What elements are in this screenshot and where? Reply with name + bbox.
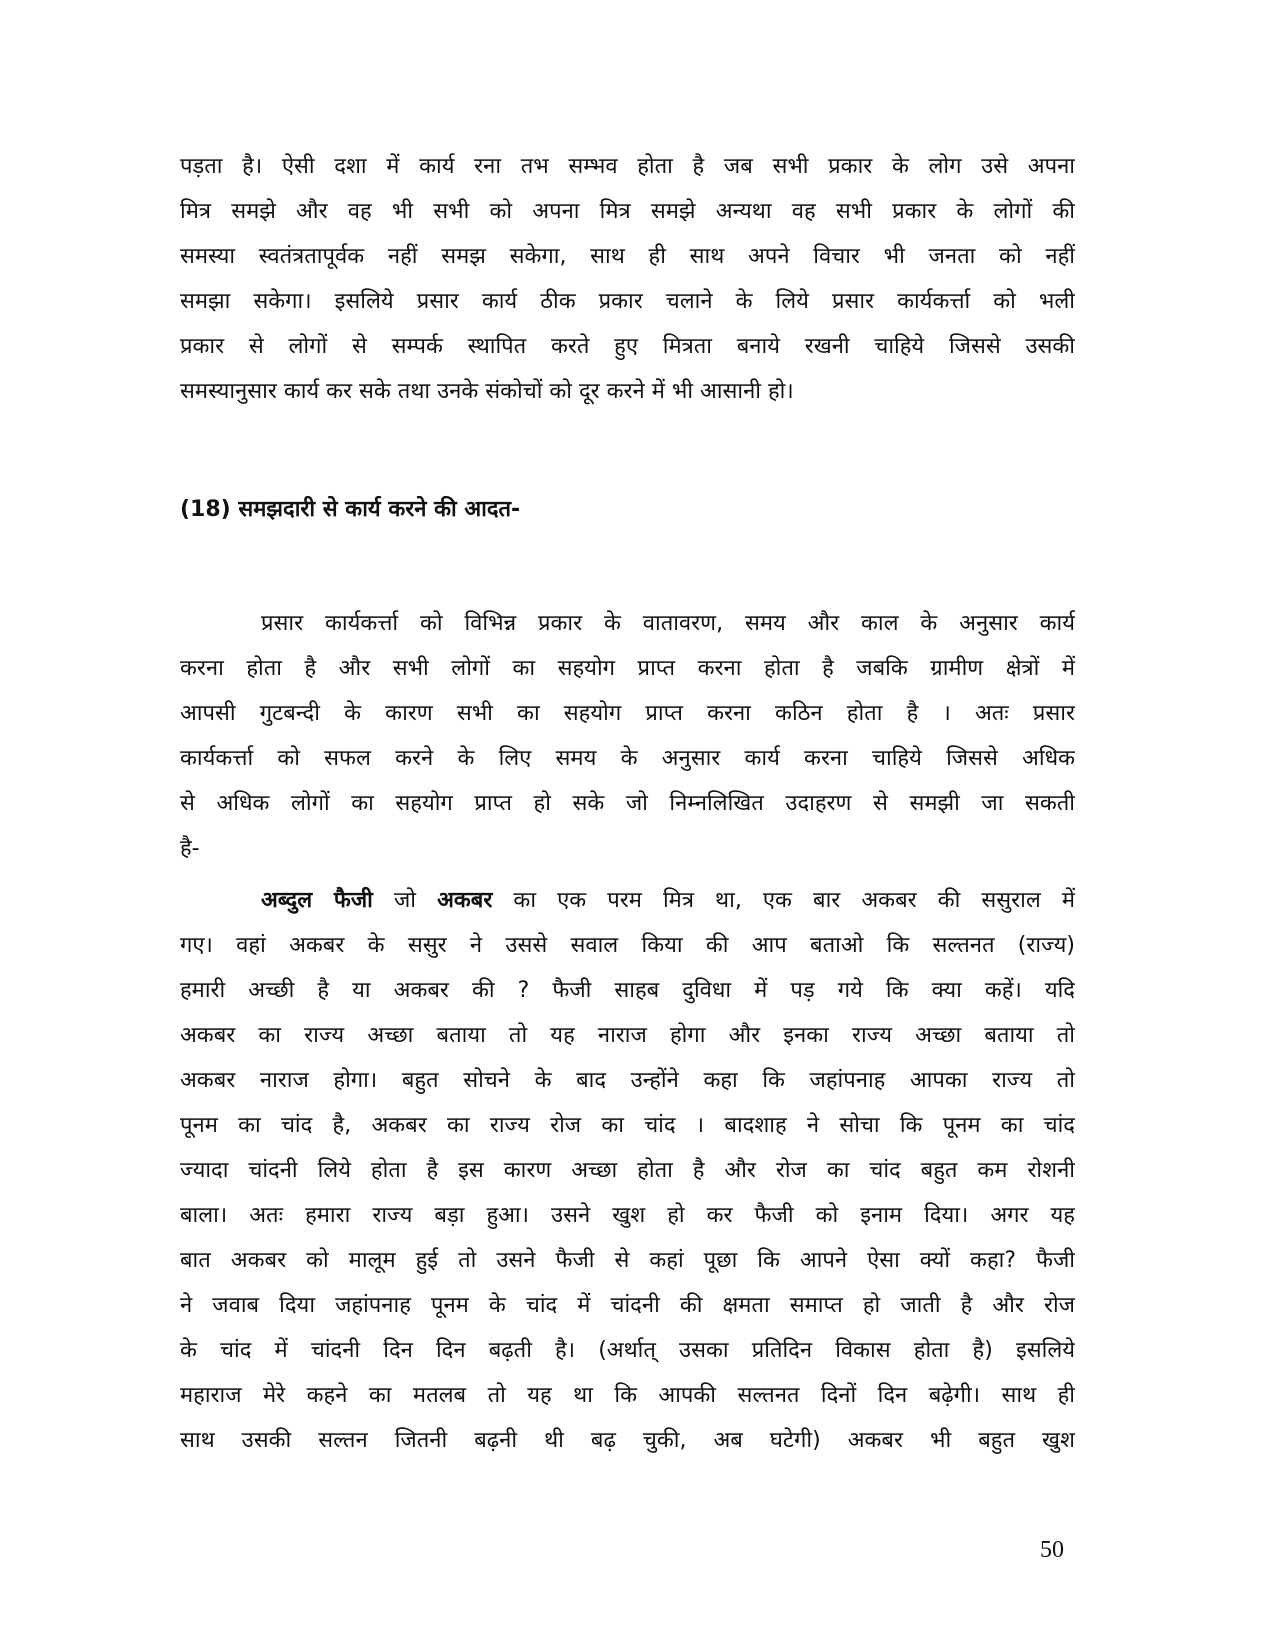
paragraph-3-line: ज्यादा चांदनी लिये होता है इस कारण अच्छा होता है और रोज का चांद बहुत कम रोशनी xyxy=(180,1158,1075,1183)
paragraph-3-line: बात अकबर को मालूम हुई तो उसने फैजी से कहां पूछा कि आपने ऐसा क्यों कहा? फैजी xyxy=(180,1248,1075,1273)
bold-name-akbar: अकबर xyxy=(437,888,493,913)
paragraph-2-line: प्रसार कार्यकर्त्ता को विभिन्न प्रकार के वातावरण, समय और काल के अनुसार कार्य xyxy=(261,611,1075,636)
paragraph-1-line: पड़ता है। ऐसी दशा में कार्य रना तभ सम्भव होता है जब सभी प्रकार के लोग उसे अपना xyxy=(180,154,1075,179)
paragraph-1 xyxy=(180,144,1075,414)
paragraph-3-line: महाराज मेरे कहने का मतलब तो यह था कि आपकी सल्तनत दिनों दिन बढ़ेगी। साथ ही xyxy=(180,1383,1075,1408)
paragraph-3-line: बाला। अतः हमारा राज्य बड़ा हुआ। उसने खुश हो कर फैजी को इनाम दिया। अगर यह xyxy=(180,1203,1075,1228)
paragraph-2-line: कार्यकर्त्ता को सफल करने के लिए समय के अनुसार कार्य करना चाहिये जिससे अधिक xyxy=(180,746,1075,771)
paragraph-1-line: समस्यानुसार कार्य कर सके तथा उनके संकोचों को दूर करने में भी आसानी हो। xyxy=(180,379,794,404)
paragraph-2-line: करना होता है और सभी लोगों का सहयोग प्राप्त करना होता है जबकि ग्रामीण क्षेत्रों में xyxy=(180,656,1075,681)
paragraph-1-line: मित्र समझे और वह भी सभी को अपना मित्र समझे अन्यथा वह सभी प्रकार के लोगों की xyxy=(180,199,1075,224)
paragraph-3-line: हमारी अच्छी है या अकबर की ? फैजी साहब दुविधा में पड़ गये कि क्या कहें। यदि xyxy=(180,978,1075,1003)
paragraph-3 xyxy=(180,878,1075,1463)
section-heading: (18) समझदारी से कार्य करने की आदत- xyxy=(180,497,521,522)
text-segment: का एक परम मित्र था, एक बार अकबर की ससुराल में xyxy=(492,888,1075,913)
paragraph-3-line: साथ उसकी सल्तन जितनी बढ़नी थी बढ़ चुकी, अब घटेगी) अकबर भी बहुत खुश xyxy=(180,1428,1075,1453)
paragraph-1-line: समस्या स्वतंत्रतापूर्वक नहीं समझ सकेगा, साथ ही साथ अपने विचार भी जनता को नहीं xyxy=(180,244,1075,269)
bold-name-faizi: अब्दुल फैजी xyxy=(261,888,373,913)
paragraph-3-line: के चांद में चांदनी दिन दिन बढ़ती है। (अर्थात् उसका प्रतिदिन विकास होता है) इसलिये xyxy=(180,1338,1075,1363)
paragraph-2-line: है- xyxy=(180,836,200,861)
paragraph-2 xyxy=(180,601,1075,871)
paragraph-3-first-line xyxy=(180,878,1075,923)
paragraph-3-line: ने जवाब दिया जहांपनाह पूनम के चांद में चांदनी की क्षमता समाप्त हो जाती है और रोज xyxy=(180,1293,1075,1318)
paragraph-2-line: से अधिक लोगों का सहयोग प्राप्त हो सके जो निम्नलिखित उदाहरण से समझी जा सकती xyxy=(180,791,1075,816)
paragraph-3-line: गए। वहां अकबर के ससुर ने उससे सवाल किया की आप बताओ कि सल्तनत (राज्य) xyxy=(180,933,1075,958)
paragraph-1-line: प्रकार से लोगों से सम्पर्क स्थापित करते हुए मित्रता बनाये रखनी चाहिये जिससे उसकी xyxy=(180,334,1075,359)
page-number: 50 xyxy=(1040,1537,1064,1563)
paragraph-3-line: पूनम का चांद है, अकबर का राज्य रोज का चांद । बादशाह ने सोचा कि पूनम का चांद xyxy=(180,1113,1075,1138)
paragraph-2-line: आपसी गुटबन्दी के कारण सभी का सहयोग प्राप्त करना कठिन होता है । अतः प्रसार xyxy=(180,701,1075,726)
text-segment: जो xyxy=(372,888,438,913)
paragraph-3-line: अकबर का राज्य अच्छा बताया तो यह नाराज होगा और इनका राज्य अच्छा बताया तो xyxy=(180,1023,1075,1048)
paragraph-3-line: अकबर नाराज होगा। बहुत सोचने के बाद उन्होंने कहा कि जहांपनाह आपका राज्य तो xyxy=(180,1068,1075,1093)
paragraph-1-line: समझा सकेगा। इसलिये प्रसार कार्य ठीक प्रकार चलाने के लिये प्रसार कार्यकर्त्ता को भली xyxy=(180,289,1075,314)
